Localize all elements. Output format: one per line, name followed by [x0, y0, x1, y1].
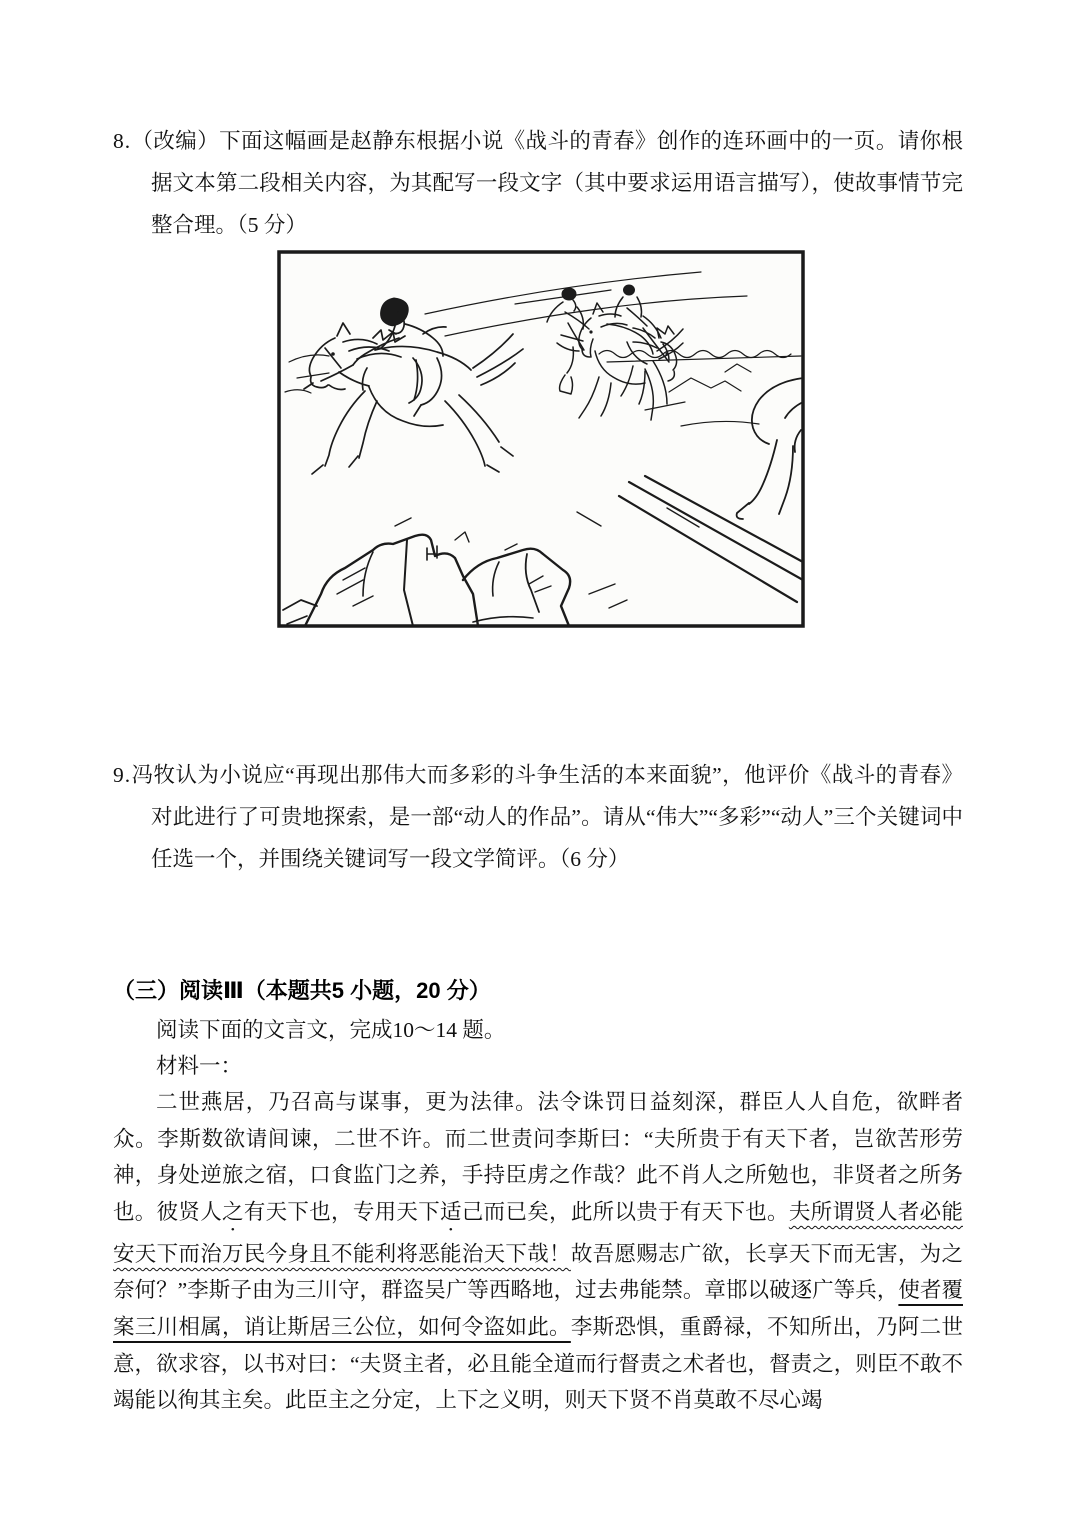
question-9-number: 9.	[113, 763, 132, 787]
comic-frame	[279, 252, 803, 626]
material-1-label: 材料一：	[156, 1054, 243, 1078]
rider-right-hair	[623, 285, 635, 296]
question-8-text: （改编）下面这幅画是赵静东根据小说《战斗的青春》创作的连环画中的一页。请你根据文本第二段相关内容，为其配写一段文字（其中要求运用语言描写），使故事情节完整合理。（5 分）	[131, 129, 963, 237]
section-3-title: （三）阅读Ⅲ（本题共5 小题，20 分）	[113, 978, 491, 1003]
question-8	[113, 120, 963, 246]
passage-segment-dot: 之	[222, 1199, 244, 1224]
comic-illustration	[277, 250, 805, 628]
passage-segment-underline: 使者覆案三川相属，诮让斯居三公位，如何令盗如此。	[113, 1278, 963, 1339]
passage-segment-normal: 己而已矣，此所以贵于有天下也。	[461, 1199, 789, 1224]
passage-segment-normal: 故吾愿赐志广欲，长享天下而无害，为之奈何？”李斯子由为三川守，群盗吴广等西略地，过去弗能禁。章邯以破逐广等兵，	[113, 1241, 963, 1303]
question-9	[113, 754, 963, 880]
passage-segment-dot: 适	[440, 1199, 462, 1224]
passage-segment-normal: 有天下也，专用天下	[243, 1199, 441, 1224]
passage-segment-normal: 李斯恐惧，重爵禄，不知所出，乃阿二世意，欲求容，以书对曰：“夫贤主者，必且能全道而行督责之术者也，督责之，则臣不敢不竭能以徇其主矣。此臣主之分定，上下之义明，则天下贤不肖莫敢不尽心竭	[113, 1314, 964, 1413]
rider-middle-hair	[562, 288, 577, 301]
section-3-instruction: 阅读下面的文言文，完成10～14 题。	[156, 1018, 506, 1042]
passage-segment-normal: 二世燕居，乃召高与谋事，更为法律。法令诛罚日益刻深，群臣人人自危，欲畔者众。李斯数欲请间谏，二世不许。而二世责问李斯曰：“夫所贵于有天下者，岂欲苦形劳神，身处逆旅之宿，口食监门之养，手持臣虏之作哉？此不肖人之所勉也，非贤者之所务也。彼贤人	[113, 1090, 963, 1224]
question-9-text: 冯牧认为小说应“再现出那伟大而多彩的斗争生活的本来面貌”，他评价《战斗的青春》对此进行了可贵地探索，是一部“动人的作品”。请从“伟大”“多彩”“动人”三个关键词中任选一个，并围绕关键词写一段文学简评。（6 分）	[131, 763, 963, 871]
classical-passage	[113, 1084, 963, 1419]
comic-panel-svg	[277, 250, 805, 628]
question-8-number: 8.	[113, 129, 132, 153]
passage-segment-wavy: 夫所谓贤人者必能安天下而治万民今身且不能利将恶能治天下哉！	[113, 1199, 963, 1266]
